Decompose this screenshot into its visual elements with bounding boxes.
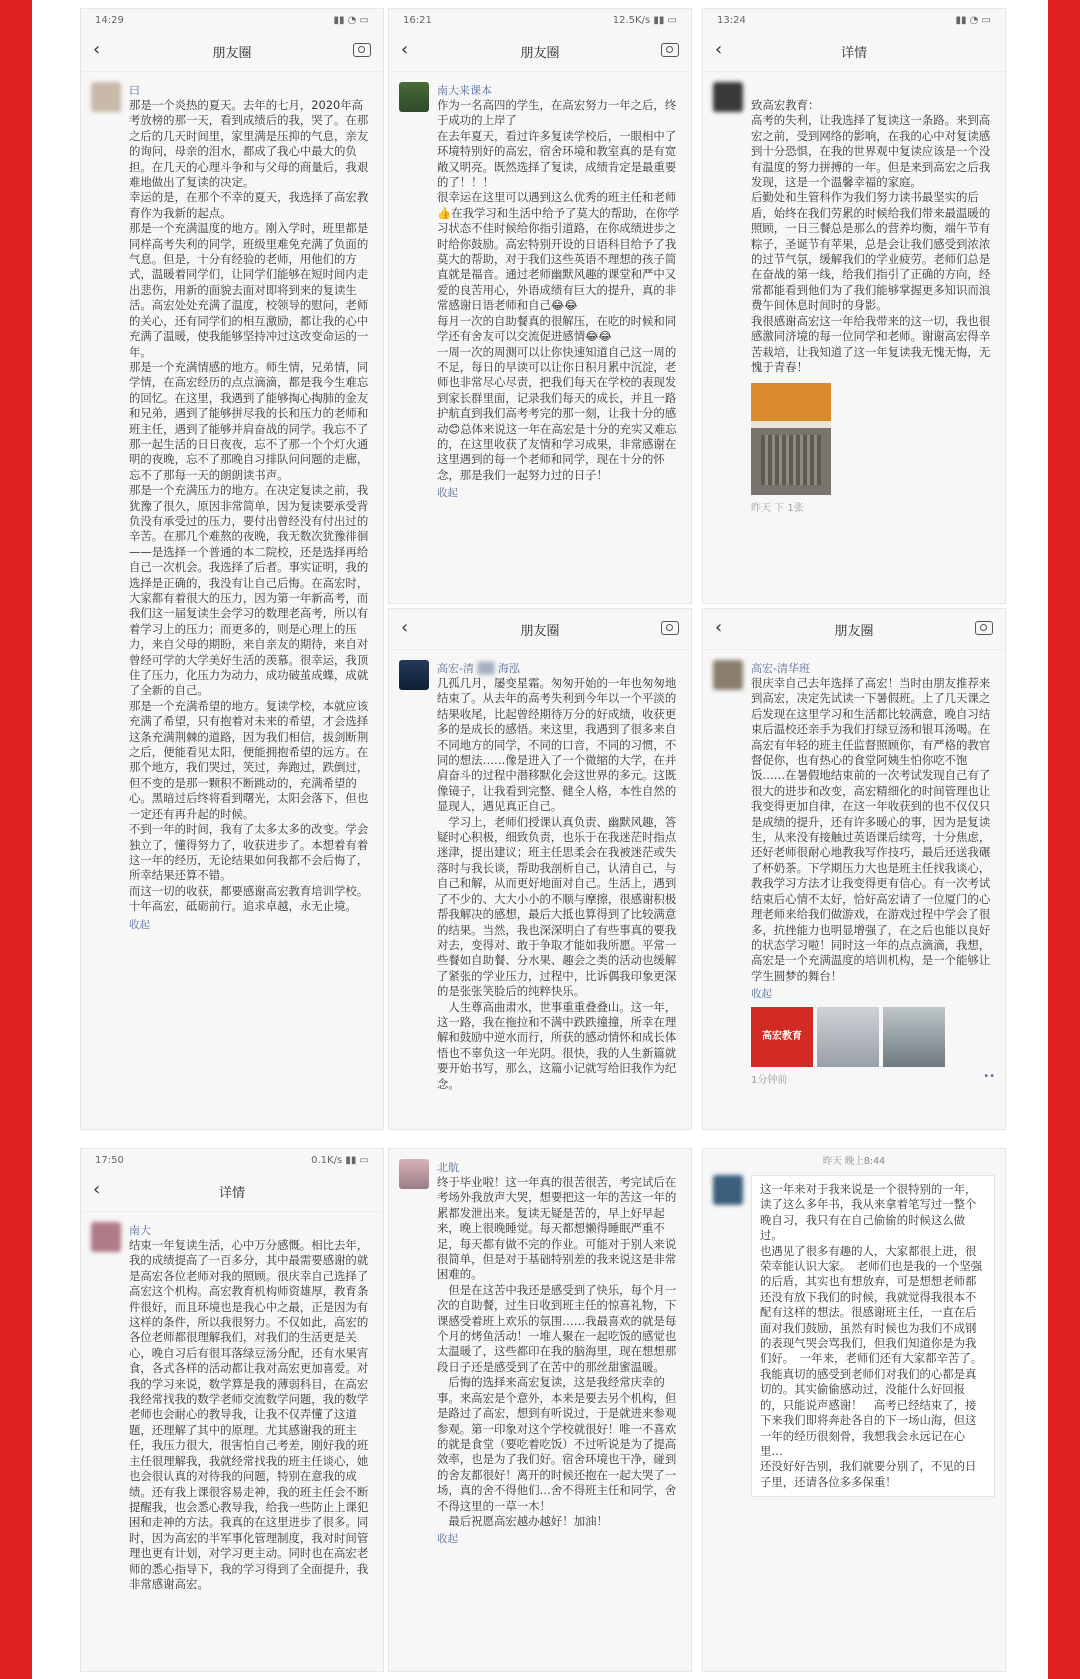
screenshot-panel-2 bbox=[388, 8, 692, 604]
post-text: 终于毕业啦！这一年真的很苦很苦，考完试后在考场外我放声大哭，想要把这一年的苦这一年的累都发泄出来。复读无疑是苦的，早上好早起来，晚上很晚睡觉。每天都想懒得睡眠严重不足，每天都有做不完的作业。可能对于别人来说很简单，但是对于基础特别差的我来说这是非常困难的。 但是在这苦中我还是感受到了快乐，每个月一次的自助餐，过生日收到班主任的惊喜礼物，下课感受着班上欢乐的氛围……我最喜欢的就是每个月的烤鱼活动！一堆人聚在一起吃饭的感觉也太温暖了，这些都印在我的脑海里，现在想想那段日子还是感受到了在苦中的那丝甜蜜温暖。 后悔的选择来高宏复读，这是我经常庆幸的事。来高宏是个意外，本来是要去另个机构，但是路过了高宏，想到有听说过，于是就进来参观参观。第一印象对这个学校就很好！唯一不喜欢的就是食堂（要吃着吃饭）不过听说是为了提高效率，也是为了我们好。宿舍环境也干净，碰到的舍友都很好！离开的时候还抱在一起大哭了一场，真的舍不得他们…舍不得班主任和同学，舍不得这里的一草一木！ 最后祝愿高宏越办越好！加油！ bbox=[437, 1175, 677, 1528]
post-footer bbox=[751, 1071, 995, 1086]
photo-grid bbox=[751, 1007, 995, 1067]
page-title: 详情 bbox=[840, 45, 867, 61]
clock: 17:50 bbox=[95, 1154, 124, 1166]
status-bar bbox=[389, 9, 691, 31]
chat-timestamp: 昨天 晚上8:44 bbox=[822, 1156, 886, 1167]
post-text: 结束一年复读生活，心中万分感慨。相比去年，我的成绩提高了一百多分，其中最需要感谢的就是高宏各位老师对我的照顾。很庆幸自己选择了高宏这个机构。高宏教育机构师资雄厚，教育条件很好，而且环境也是我心中之最，正是因为有这样的条件，所以我很努力。不仅如此，高宏的各位老师都很理解我们，对我们的生活更是关心，晚自习后有很耳落绿豆汤分配，还有水果宵食，各式各样的活动都让我对高宏更加喜爱。对我的学习来说，数学算是我的薄弱科目，在高宏我经常找我的数学老师交流数学问题，我的数学老师也会耐心的教导我，让我不仅弄懂了这道题，还理解了其中的原理。尤其感谢我的班主任，我压力很大，很害怕自己考差，刚好我的班主任很理解我，我就经常找我的班主任谈心，她也会很认真的对待我的问题，特别在意我的成绩。还有我上课很容易走神，我的班主任会不断提醒我，也会悉心教导我，给我一些防止上课犯困和走神的方法。我真的在这里进步了很多。同时，因为高宏的半军事化管理制度，我对时间管理也更有计划，对学习更主动。同时也在高宏老师的悉心指导下，我的学习得到了全面提升，我非常感谢高宏。 bbox=[129, 1238, 369, 1591]
moment-post bbox=[389, 72, 691, 506]
collapse-link[interactable]: 收起 bbox=[437, 1533, 458, 1546]
avatar[interactable] bbox=[713, 1175, 743, 1205]
nav-bar bbox=[81, 1171, 383, 1212]
status-icons: ▮▮ ◔ ▭ bbox=[955, 14, 991, 26]
username[interactable] bbox=[437, 660, 681, 674]
username-main: 高宏-清 bbox=[437, 662, 474, 675]
camera-icon[interactable] bbox=[661, 621, 679, 635]
screenshot-panel-4 bbox=[388, 608, 692, 1130]
nav-bar bbox=[703, 609, 1005, 650]
right-red-border bbox=[1048, 0, 1080, 1679]
username[interactable]: 南大来课本 bbox=[437, 84, 492, 97]
camera-icon[interactable] bbox=[661, 43, 679, 57]
screenshot-panel-1 bbox=[80, 8, 384, 1130]
message-bubble[interactable] bbox=[751, 1175, 995, 1497]
moment-post bbox=[81, 72, 383, 938]
post-text: 几孤几月，屡变星霜。匆匆开始的一年也匆匆地结束了。从去年的高考失利到今年以一个平淡的结果收尾，比起曾经期待万分的好成绩，收获更多的是成长的感悟。来这里，我遇到了很多来自不同地方的同学，不同的口音，不同的习惯，不同的想法……像是进入了一个微缩的大学，在并肩奋斗的过程中潜移默化会这世界的多元。这既像镜子，让我看到完整、健全人格，本性自然的显现人，遇见真正自己。 学习上，老师们授课认真负责、幽默风趣，答疑时心积极，细致负责，也乐于在我迷茫时指点迷津，提出建议；班主任思柔会在我被迷茫或失落时与我长谈，帮助我剖析自己，认清自己，与自己和解，从而更好地面对自己。生活上，遇到了不少的、大大小小的不顺与摩擦，很感谢积极帮我解决的感想，最后大抵也算得到了比较满意的结果。当然，我也深深明白了有些事真的要我对去，变得对、敢于争取才能如我所愿。平常一些餐如自助餐、分水果、趣会之类的活动也缓解了紧张的学业压力，过程中，比诉偶我印象更深的是张张笑脸后的纯粹快乐。 人生尊高曲肃水，世事重重叠叠山。这一年，这一路，我在拖拉和不满中跌跌撞撞，所幸在理解和鼓励中逆水而行，所获的感动情怀和成长体悟也不辜负这一年光阴。很快，我的人生新篇就要开始书写，那么，这篇小记就写给旧我作为纪念。 bbox=[437, 676, 677, 1091]
username[interactable] bbox=[751, 82, 995, 96]
clock: 16:21 bbox=[403, 14, 432, 26]
back-arrow-icon[interactable]: ‹ bbox=[715, 617, 723, 638]
moment-post bbox=[703, 650, 1005, 1092]
book-photo[interactable] bbox=[751, 383, 831, 495]
back-arrow-icon[interactable]: ‹ bbox=[401, 39, 409, 60]
avatar[interactable] bbox=[713, 82, 743, 112]
message-text: 这一年来对于我来说是一个很特别的一年，读了这么多年书，我从来拿着笔写过一整个晚自习，我只有在自己偷偷的时候这么做过。 也遇见了很多有趣的人，大家都很上进，很荣幸能认识大家。 老师们也是我的一个坚强的后盾，其实也有想放弃，可是想想老师都还没有放下我们的时候，我就觉得我很本不配有这样的想法。很感谢班主任，一直在后面对我们鼓励，虽然有时候也为我们不成钢的表现气哭会骂我们，但我们知道你是为我们好。 一年来，老师们还有大家都辛苦了。我能真切的感受到老师们对我们的心都是真切的。其实偷偷感动过，没能什么好回报的，只能说声感谢！ 高考已经结束了，接下来我们即将奔赴各自的下一场山海，但这一年的经历很刻骨，我想我会永远记在心里… 还没好好告别，我们就要分别了，不见的日子里，还请各位多多保重！ bbox=[760, 1182, 983, 1489]
collapse-link[interactable]: 收起 bbox=[129, 918, 150, 931]
collapse-link[interactable]: 收起 bbox=[751, 988, 772, 1001]
avatar[interactable] bbox=[713, 660, 743, 690]
post-text: 致高宏教育： 高考的失利，让我选择了复读这一条路。来到高宏之前，受到网络的影响，在我的心中对复读感到十分恐惧，在我的世界观中复读应该是一个没有温度的努力拼搏的一年。但是来到高宏之后我发现，这是一个温馨幸福的家庭。 后勤处和生管科作为我们努力读书最坚实的后盾，始终在我们劳累的时候给我们带来最温暖的照顾，一日三餐总是那么的营养均衡，端午节有粽子，圣诞节有苹果，总是会让我们感受到浓浓的过节气氛，缓解我们的学业疲劳。老师们总是在奋战的第一线，给我们指引了正确的方向，经常都能看到他们为了我们能够掌握更多知识而浪费午间休息时间时的身影。 我很感谢高宏这一年给我带来的这一切，我也很感激同济境的每一位同学和老师。谢谢高宏得辛苦栽培，让我知道了这一年复读我无愧无悔，无愧于青春！ bbox=[751, 98, 991, 374]
page-title: 朋友圈 bbox=[834, 623, 874, 639]
page-title: 详情 bbox=[218, 1185, 245, 1201]
left-red-border bbox=[0, 0, 32, 1679]
nav-bar bbox=[389, 609, 691, 650]
post-text: 很庆幸自己去年选择了高宏！当时由朋友推荐来到高宏，决定先试读一下暑假班。上了几天课之后发现在这里学习和生活都比较满意，晚自习结束后温校还亲手为我们打绿豆汤和银耳汤喝。在高宏有年轻的班主任监督照顾你，有严格的教官督促你，也有热心的食堂阿姨生怕你吃不饱饭……在暑假地结束前的一次考试发现自己有了很大的进步和改变，高宏精细化的时间管理也让我变得更加自律，在这一年收获到的也不仅仅只是成绩的提升，还有许多暖心的事，因为是复读生，从来没有接触过英语课后续弯，十分焦虑，还好老师很耐心地教我写作技巧，最后还送我碾了杯奶茶。下学期压力大也是班主任找我谈心，教我学习方法才让我变得更有信心。有一次考试结束后心情不太好，恰好高宏请了一位厦门的心理老师来给我们做游戏，在游戏过程中学会了很多，抗挫能力也明显增强了，在之后也能以良好的状态学习啦！同时这一年的点点滴滴，我想，高宏是一个充满温度的培训机构，是一个能够让学生圆梦的舞台！ bbox=[751, 676, 991, 983]
page-title: 朋友圈 bbox=[212, 45, 252, 61]
back-arrow-icon[interactable]: ‹ bbox=[401, 617, 409, 638]
avatar[interactable] bbox=[399, 82, 429, 112]
moment-post bbox=[389, 1149, 691, 1552]
post-time: 昨天 下 1张 bbox=[751, 503, 804, 515]
photo-thumbnail[interactable] bbox=[883, 1007, 945, 1067]
clock: 14:29 bbox=[95, 14, 124, 26]
avatar[interactable] bbox=[399, 1159, 429, 1189]
photo-thumbnail[interactable]: 高宏教育 bbox=[751, 1007, 813, 1067]
username[interactable]: 南大 bbox=[129, 1224, 151, 1237]
screenshot-panel-8 bbox=[702, 1148, 1006, 1672]
chat-message bbox=[703, 1171, 1005, 1503]
username[interactable]: 高宏-清华班 bbox=[751, 662, 810, 675]
camera-icon[interactable] bbox=[975, 621, 993, 635]
moment-post bbox=[389, 650, 691, 1098]
post-footer bbox=[751, 499, 995, 514]
screenshot-panel-6 bbox=[80, 1148, 384, 1672]
clock: 13:24 bbox=[717, 14, 746, 26]
status-icons: 12.5K/s ▮▮ ▭ bbox=[612, 14, 677, 26]
moment-post bbox=[81, 1212, 383, 1598]
username[interactable]: 曰 bbox=[129, 84, 140, 97]
moment-post bbox=[703, 72, 1005, 520]
username-blurred: ▒▒ bbox=[477, 662, 495, 675]
nav-bar bbox=[81, 31, 383, 72]
status-bar bbox=[703, 9, 1005, 31]
back-arrow-icon[interactable]: ‹ bbox=[715, 39, 723, 60]
back-arrow-icon[interactable]: ‹ bbox=[93, 39, 101, 60]
screenshot-panel-5 bbox=[702, 608, 1006, 1130]
more-icon[interactable]: •• bbox=[983, 1071, 995, 1083]
status-bar bbox=[81, 1149, 383, 1171]
avatar[interactable] bbox=[91, 82, 121, 112]
page-title: 朋友圈 bbox=[520, 623, 560, 639]
status-icons: ▮▮ ◔ ▭ bbox=[333, 14, 369, 26]
nav-bar bbox=[389, 31, 691, 72]
status-icons: 0.1K/s ▮▮ ▭ bbox=[311, 1154, 369, 1166]
camera-icon[interactable] bbox=[353, 43, 371, 57]
post-text: 那是一个炎热的夏天。去年的七月，2020年高考放榜的那一天，看到成绩后的我，哭了。在那之后的几天时间里，家里满是压抑的气息，亲友的询问，母亲的泪水，都成了我心中最大的负担。在几天的心理斗争和与父母的商量后，我艰难地做出了复读的决定。 幸运的是，在那个不幸的夏天，我选择了高宏教育作为我新的起点。 那是一个充满温度的地方。刚入学时，班里都是同样高考失利的同学，班级里难免充满了负面的气息。但是，十分有经验的老师，用他们的方式，温暖着同学们，让同学们能够在短时间内走出悲伤，用新的面貌去面对即将到来的复读生活。高宏处处充满了温度，校领导的慰问，老师的关心，还有同学们的相互激励，都让我的心中充满了温暖，使我能够坚持冲过这改变命运的一年。 那是一个充满情感的地方。师生情，兄弟情，同学情，在高宏经历的点点滴滴，都是我今生难忘的回忆。在这里，我遇到了能够掏心掏肺的金友和兄弟，遇到了能够拼尽我的长和压力的老师和班主任，遇到了能够并肩奋战的同学。我忘不了那一起生活的日日夜夜，忘不了那一个个灯火通明的夜晚，忘不了那晚自习排队问问题的走廊，忘不了那每一天的朗朗读书声。 那是一个充满压力的地方。在决定复读之前，我犹豫了很久，原因非常简单，因为复读要承受背负没有承受过的压力，要付出曾经没有付出过的辛苦。在那几个难熬的夜晚，我无数次犹豫徘徊——是选择一个普通的本二院校，还是选择再给自己一次机会。我选择了后者。事实证明，我的选择是正确的，我没有让自己后悔。在高宏时，大家都有着很大的压力，因为第一年新高考，而我们这一届复读生会学习的数理老高考，所以有着学习上的压力；而更多的，则是心理上的压力，来自父母的期盼，来自亲友的期待，来自对曾经可学的大学美好生活的羡慕。很幸运，我顶住了压力，化压力为动力，成功破茧成蝶，成就了全新的自己。 那是一个充满希望的地方。复读学校，本就应该充满了希望，只有抱着对未来的希望，才会选择这条充满荆棘的道路，因为我们相信，拔剑断荆之后，便能看见太阳，便能拥抱希望的远方。在那个地方，我们哭过，笑过，奔跑过，跌倒过，但不变的是那一颗积不断跳动的，充满希望的心。黑暗过后终将看到曙光，太阳会落下，但也一定还有再升起的时候。 不到一年的时间，我有了太多太多的改变。学会独立了，懂得努力了，收获进步了。本想着有着这一年的经历，无论结果如何我都不会后悔了，所幸结果还算不错。 而这一切的收获，都要感谢高宏教育培训学校。 十年高宏，砥砺前行。追求卓越，永无止境。 bbox=[129, 98, 369, 914]
back-arrow-icon[interactable]: ‹ bbox=[93, 1179, 101, 1200]
collapse-link[interactable]: 收起 bbox=[437, 487, 458, 500]
screenshot-panel-3 bbox=[702, 8, 1006, 604]
post-time: 1分钟前 bbox=[751, 1075, 788, 1087]
nav-bar bbox=[703, 31, 1005, 72]
username[interactable]: 北航 bbox=[437, 1161, 459, 1174]
avatar[interactable] bbox=[91, 1222, 121, 1252]
screenshot-panel-7 bbox=[388, 1148, 692, 1672]
photo-thumbnail[interactable] bbox=[817, 1007, 879, 1067]
post-text: 作为一名高四的学生，在高宏努力一年之后，终于成功的上岸了 在去年夏天，看过许多复读学校后，一眼相中了环境特别好的高宏，宿舍环境和教室真的是有宽敞又明亮。既然选择了复读，成绩肯定是最重要的了！！！ 很幸运在这里可以遇到这么优秀的班主任和老师👍在我学习和生活中给予了莫大的帮助，在你学习状态不佳时候给你指引道路，在你成绩进步之时给你鼓励。高宏特别开设的日语科目给予了我莫大的帮助，对于我们这些英语不理想的孩子简直就是福音。通过老师幽默风趣的课堂和严中又爱的良苦用心，外语成绩有巨大的提升，真的非常感谢日语老师和自己😂😂 每月一次的自助餐真的很解压，在吃的时候和同学还有舍友可以交流促进感情😂😂 一周一次的周测可以让你快速知道自己这一周的不足，每日的早读可以让你日积月累中沉淀，老师也非常尽心尽责，把我们每天在学校的表现发到家长群里面，记录我们每天的成长，并且一路护航直到我们高考考完的那一刻，让我十分的感动😊总体来说这一年在高宏是十分的充实又难忘的，在这里收获了友情和学习成果，非常感谢在这里遇到的每一个老师和同学，现在十分的怀念，那是我们一起努力过的日子！ bbox=[437, 98, 679, 482]
page-title: 朋友圈 bbox=[520, 45, 560, 61]
avatar[interactable] bbox=[399, 660, 429, 690]
status-bar bbox=[81, 9, 383, 31]
username-tail: 海泓 bbox=[497, 662, 520, 675]
